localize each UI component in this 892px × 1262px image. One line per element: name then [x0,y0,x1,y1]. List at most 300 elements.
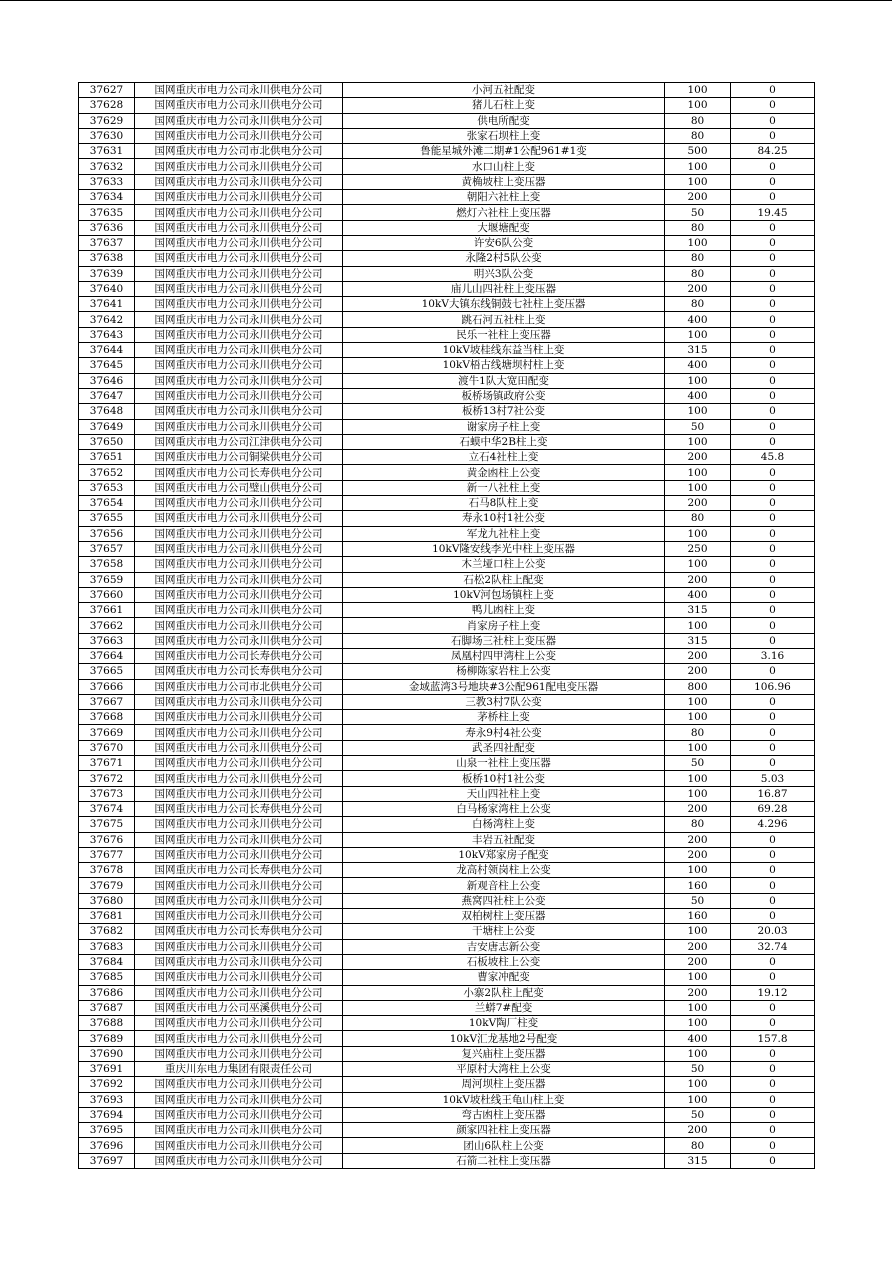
row-id-cell: 37685 [79,970,135,985]
row-id-cell: 37689 [79,1031,135,1046]
transformer-name-cell: 大堰塘配变 [343,220,665,235]
table-row [79,909,815,924]
company-cell: 国网重庆市电力公司江津供电分公司 [135,434,343,449]
table-row [79,694,815,709]
capacity-cell: 100 [665,786,731,801]
transformer-name-cell: 立石4社柱上变 [343,450,665,465]
table-row [79,1107,815,1122]
table-row [79,847,815,862]
value-cell: 84.25 [731,144,815,159]
value-cell: 0 [731,419,815,434]
capacity-cell: 100 [665,327,731,342]
row-id-cell: 37655 [79,511,135,526]
value-cell: 20.03 [731,924,815,939]
transformer-name-cell: 张家石坝柱上变 [343,128,665,143]
company-cell: 国网重庆市电力公司永川供电分公司 [135,235,343,250]
table-row [79,817,815,832]
transformer-name-cell: 木兰垭口柱上公变 [343,557,665,572]
transformer-name-cell: 吉安唐志新公变 [343,939,665,954]
row-id-cell: 37627 [79,83,135,98]
table-row [79,312,815,327]
transformer-name-cell: 板桥13村7社公变 [343,404,665,419]
row-id-cell: 37642 [79,312,135,327]
capacity-cell: 100 [665,1092,731,1107]
transformer-name-cell: 黄桷坡柱上变压器 [343,174,665,189]
transformer-name-cell: 鲁能星城外滩二期#1公配961#1变 [343,144,665,159]
row-id-cell: 37671 [79,756,135,771]
company-cell: 国网重庆市电力公司永川供电分公司 [135,725,343,740]
transformer-name-cell: 石箭二社柱上变压器 [343,1153,665,1168]
table-row [79,358,815,373]
value-cell: 0 [731,756,815,771]
company-cell: 国网重庆市电力公司永川供电分公司 [135,557,343,572]
transformer-name-cell: 干塘柱上公变 [343,924,665,939]
capacity-cell: 50 [665,893,731,908]
company-cell: 国网重庆市电力公司永川供电分公司 [135,388,343,403]
transformer-name-cell: 曹家冲配变 [343,970,665,985]
transformer-name-cell: 周河坝柱上变压器 [343,1077,665,1092]
capacity-cell: 80 [665,725,731,740]
company-cell: 国网重庆市电力公司铜梁供电分公司 [135,450,343,465]
row-id-cell: 37688 [79,1016,135,1031]
company-cell: 国网重庆市电力公司永川供电分公司 [135,633,343,648]
row-id-cell: 37676 [79,832,135,847]
capacity-cell: 200 [665,939,731,954]
row-id-cell: 37661 [79,603,135,618]
capacity-cell: 100 [665,159,731,174]
company-cell: 国网重庆市电力公司永川供电分公司 [135,694,343,709]
row-id-cell: 37656 [79,526,135,541]
company-cell: 国网重庆市电力公司永川供电分公司 [135,511,343,526]
capacity-cell: 100 [665,373,731,388]
row-id-cell: 37638 [79,251,135,266]
transformer-name-cell: 燕窝四社柱上公变 [343,893,665,908]
capacity-cell: 200 [665,281,731,296]
table-row [79,83,815,98]
row-id-cell: 37654 [79,496,135,511]
transformer-name-cell: 庙儿山四社柱上变压器 [343,281,665,296]
value-cell: 0 [731,373,815,388]
capacity-cell: 100 [665,1016,731,1031]
company-cell: 国网重庆市电力公司永川供电分公司 [135,159,343,174]
company-cell: 国网重庆市电力公司长寿供电分公司 [135,801,343,816]
transformer-name-cell: 茅桥柱上变 [343,710,665,725]
company-cell: 国网重庆市电力公司永川供电分公司 [135,1153,343,1168]
value-cell: 4.296 [731,817,815,832]
capacity-cell: 400 [665,358,731,373]
company-cell: 国网重庆市电力公司永川供电分公司 [135,832,343,847]
row-id-cell: 37648 [79,404,135,419]
table-row [79,98,815,113]
company-cell: 国网重庆市电力公司永川供电分公司 [135,1016,343,1031]
value-cell: 0 [731,465,815,480]
table-row [79,725,815,740]
transformer-name-cell: 10kV梧古线塘坝村柱上变 [343,358,665,373]
value-cell: 5.03 [731,771,815,786]
transformer-name-cell: 石蟆中华2B柱上变 [343,434,665,449]
capacity-cell: 80 [665,113,731,128]
row-id-cell: 37668 [79,710,135,725]
transformer-name-cell: 龙高村领岗柱上公变 [343,863,665,878]
capacity-cell: 100 [665,740,731,755]
capacity-cell: 100 [665,1000,731,1015]
transformer-name-cell: 石脚场三社柱上变压器 [343,633,665,648]
capacity-cell: 400 [665,1031,731,1046]
value-cell: 0 [731,1062,815,1077]
company-cell: 国网重庆市电力公司永川供电分公司 [135,954,343,969]
row-id-cell: 37673 [79,786,135,801]
table-row [79,235,815,250]
row-id-cell: 37663 [79,633,135,648]
capacity-cell: 200 [665,832,731,847]
row-id-cell: 37665 [79,664,135,679]
value-cell: 106.96 [731,679,815,694]
value-cell: 0 [731,98,815,113]
transformer-name-cell: 金域蓝湾3号地块#3公配961配电变压器 [343,679,665,694]
value-cell: 0 [731,694,815,709]
capacity-cell: 100 [665,1046,731,1061]
table-row [79,603,815,618]
company-cell: 国网重庆市电力公司永川供电分公司 [135,373,343,388]
capacity-cell: 100 [665,924,731,939]
transformer-name-cell: 石马8队柱上变 [343,496,665,511]
transformer-name-cell: 10kV隆安线李光中柱上变压器 [343,541,665,556]
value-cell: 0 [731,1092,815,1107]
table-row [79,970,815,985]
table-row [79,251,815,266]
capacity-cell: 100 [665,970,731,985]
capacity-cell: 50 [665,1107,731,1122]
value-cell: 0 [731,618,815,633]
table-row [79,633,815,648]
value-cell: 0 [731,970,815,985]
row-id-cell: 37658 [79,557,135,572]
row-id-cell: 37629 [79,113,135,128]
capacity-cell: 200 [665,985,731,1000]
capacity-cell: 100 [665,526,731,541]
table-row [79,190,815,205]
company-cell: 国网重庆市电力公司永川供电分公司 [135,1123,343,1138]
transformer-name-cell: 新一八社柱上变 [343,480,665,495]
company-cell: 国网重庆市电力公司永川供电分公司 [135,603,343,618]
row-id-cell: 37653 [79,480,135,495]
transformer-name-cell: 供电所配变 [343,113,665,128]
company-cell: 国网重庆市电力公司永川供电分公司 [135,878,343,893]
table-row [79,1153,815,1168]
company-cell: 国网重庆市电力公司永川供电分公司 [135,343,343,358]
value-cell: 0 [731,1077,815,1092]
row-id-cell: 37662 [79,618,135,633]
table-row [79,801,815,816]
capacity-cell: 200 [665,648,731,663]
row-id-cell: 37679 [79,878,135,893]
value-cell: 0 [731,128,815,143]
value-cell: 0 [731,541,815,556]
value-cell: 0 [731,174,815,189]
value-cell: 0 [731,343,815,358]
transformer-name-cell: 颜家四社柱上变压器 [343,1123,665,1138]
company-cell: 国网重庆市电力公司永川供电分公司 [135,710,343,725]
company-cell: 国网重庆市电力公司巫溪供电分公司 [135,1000,343,1015]
value-cell: 0 [731,404,815,419]
company-cell: 国网重庆市电力公司永川供电分公司 [135,419,343,434]
row-id-cell: 37632 [79,159,135,174]
transformer-name-cell: 许安6队公变 [343,235,665,250]
capacity-cell: 50 [665,756,731,771]
row-id-cell: 37664 [79,648,135,663]
table-row [79,710,815,725]
company-cell: 国网重庆市电力公司永川供电分公司 [135,128,343,143]
value-cell: 0 [731,312,815,327]
table-row [79,893,815,908]
company-cell: 国网重庆市电力公司永川供电分公司 [135,756,343,771]
capacity-cell: 100 [665,557,731,572]
company-cell: 国网重庆市电力公司永川供电分公司 [135,587,343,602]
company-cell: 国网重庆市电力公司永川供电分公司 [135,909,343,924]
value-cell: 32.74 [731,939,815,954]
transformer-name-cell: 板桥场镇政府公变 [343,388,665,403]
company-cell: 重庆川东电力集团有限责任公司 [135,1062,343,1077]
row-id-cell: 37640 [79,281,135,296]
capacity-cell: 50 [665,1062,731,1077]
transformer-name-cell: 武圣四社配变 [343,740,665,755]
row-id-cell: 37660 [79,587,135,602]
value-cell: 0 [731,710,815,725]
company-cell: 国网重庆市电力公司永川供电分公司 [135,1138,343,1153]
value-cell: 0 [731,235,815,250]
table-row [79,1046,815,1061]
row-id-cell: 37682 [79,924,135,939]
table-row [79,1031,815,1046]
capacity-cell: 50 [665,419,731,434]
table-row [79,496,815,511]
table-row [79,465,815,480]
transformer-name-cell: 三教3村7队公变 [343,694,665,709]
row-id-cell: 37690 [79,1046,135,1061]
table-row [79,388,815,403]
transformer-name-cell: 猪儿石柱上变 [343,98,665,113]
row-id-cell: 37633 [79,174,135,189]
capacity-cell: 100 [665,235,731,250]
table-row [79,740,815,755]
row-id-cell: 37651 [79,450,135,465]
table-row [79,756,815,771]
value-cell: 0 [731,496,815,511]
company-cell: 国网重庆市电力公司永川供电分公司 [135,1077,343,1092]
value-cell: 0 [731,83,815,98]
row-id-cell: 37693 [79,1092,135,1107]
table-row [79,771,815,786]
table-row [79,327,815,342]
table-row [79,174,815,189]
transformer-name-cell: 白杨湾柱上变 [343,817,665,832]
value-cell: 0 [731,847,815,862]
company-cell: 国网重庆市电力公司永川供电分公司 [135,174,343,189]
capacity-cell: 100 [665,480,731,495]
capacity-cell: 80 [665,297,731,312]
transformer-name-cell: 10kV坡桂线东益当柱上变 [343,343,665,358]
row-id-cell: 37652 [79,465,135,480]
company-cell: 国网重庆市电力公司永川供电分公司 [135,98,343,113]
capacity-cell: 500 [665,144,731,159]
table-row [79,587,815,602]
capacity-cell: 100 [665,771,731,786]
table-row [79,679,815,694]
transformer-name-cell: 复兴庙柱上变压器 [343,1046,665,1061]
company-cell: 国网重庆市电力公司长寿供电分公司 [135,664,343,679]
row-id-cell: 37666 [79,679,135,694]
company-cell: 国网重庆市电力公司永川供电分公司 [135,970,343,985]
capacity-cell: 200 [665,801,731,816]
capacity-cell: 200 [665,572,731,587]
table-row [79,1016,815,1031]
table-row [79,511,815,526]
company-cell: 国网重庆市电力公司永川供电分公司 [135,205,343,220]
row-id-cell: 37686 [79,985,135,1000]
transformer-name-cell: 石松2队柱上配变 [343,572,665,587]
transformer-name-cell: 团山6队柱上公变 [343,1138,665,1153]
capacity-cell: 315 [665,603,731,618]
transformer-name-cell: 10kV河包场镇柱上变 [343,587,665,602]
transformer-table [78,82,815,1169]
transformer-name-cell: 民乐一社柱上变压器 [343,327,665,342]
company-cell: 国网重庆市电力公司永川供电分公司 [135,113,343,128]
company-cell: 国网重庆市电力公司永川供电分公司 [135,939,343,954]
row-id-cell: 37628 [79,98,135,113]
company-cell: 国网重庆市电力公司永川供电分公司 [135,572,343,587]
table-row [79,434,815,449]
table-row [79,786,815,801]
table-row [79,159,815,174]
capacity-cell: 200 [665,847,731,862]
transformer-name-cell: 永隆2村5队公变 [343,251,665,266]
table-row [79,572,815,587]
table-row [79,450,815,465]
capacity-cell: 100 [665,863,731,878]
company-cell: 国网重庆市电力公司璧山供电分公司 [135,480,343,495]
value-cell: 0 [731,358,815,373]
company-cell: 国网重庆市电力公司长寿供电分公司 [135,863,343,878]
row-id-cell: 37696 [79,1138,135,1153]
table-row [79,878,815,893]
transformer-name-cell: 寿永10村1社公变 [343,511,665,526]
row-id-cell: 37672 [79,771,135,786]
capacity-cell: 315 [665,1153,731,1168]
transformer-name-cell: 10kV郑家房子配变 [343,847,665,862]
capacity-cell: 80 [665,511,731,526]
row-id-cell: 37681 [79,909,135,924]
value-cell: 0 [731,297,815,312]
company-cell: 国网重庆市电力公司永川供电分公司 [135,312,343,327]
table-row [79,1062,815,1077]
value-cell: 19.12 [731,985,815,1000]
capacity-cell: 80 [665,251,731,266]
row-id-cell: 37667 [79,694,135,709]
transformer-name-cell: 朝阳六社柱上变 [343,190,665,205]
table-row [79,924,815,939]
capacity-cell: 100 [665,710,731,725]
company-cell: 国网重庆市电力公司市北供电分公司 [135,679,343,694]
capacity-cell: 250 [665,541,731,556]
value-cell: 0 [731,281,815,296]
capacity-cell: 100 [665,618,731,633]
value-cell: 0 [731,954,815,969]
transformer-name-cell: 山泉一社柱上变压器 [343,756,665,771]
table-row [79,297,815,312]
row-id-cell: 37637 [79,235,135,250]
transformer-name-cell: 新观音柱上公变 [343,878,665,893]
capacity-cell: 100 [665,98,731,113]
company-cell: 国网重庆市电力公司永川供电分公司 [135,83,343,98]
value-cell: 0 [731,572,815,587]
value-cell: 0 [731,587,815,602]
row-id-cell: 37674 [79,801,135,816]
company-cell: 国网重庆市电力公司永川供电分公司 [135,1031,343,1046]
value-cell: 0 [731,388,815,403]
company-cell: 国网重庆市电力公司永川供电分公司 [135,220,343,235]
value-cell: 0 [731,878,815,893]
transformer-name-cell: 天山四社柱上变 [343,786,665,801]
capacity-cell: 200 [665,496,731,511]
capacity-cell: 200 [665,450,731,465]
company-cell: 国网重庆市电力公司永川供电分公司 [135,327,343,342]
capacity-cell: 50 [665,205,731,220]
value-cell: 0 [731,159,815,174]
transformer-name-cell: 小河五社配变 [343,83,665,98]
table-row [79,144,815,159]
company-cell: 国网重庆市电力公司永川供电分公司 [135,1092,343,1107]
capacity-cell: 200 [665,190,731,205]
transformer-name-cell: 寿永9村4社公变 [343,725,665,740]
value-cell: 0 [731,190,815,205]
value-cell: 0 [731,1123,815,1138]
capacity-cell: 80 [665,220,731,235]
table-row [79,113,815,128]
table-row [79,205,815,220]
table-row [79,954,815,969]
table-row [79,480,815,495]
company-cell: 国网重庆市电力公司永川供电分公司 [135,266,343,281]
table-row [79,1092,815,1107]
table-row [79,832,815,847]
table-row [79,1123,815,1138]
table-row [79,863,815,878]
transformer-name-cell: 跳石河五社柱上变 [343,312,665,327]
table-row [79,343,815,358]
transformer-name-cell: 板桥10村1社公变 [343,771,665,786]
row-id-cell: 37694 [79,1107,135,1122]
value-cell: 157.8 [731,1031,815,1046]
row-id-cell: 37684 [79,954,135,969]
transformer-name-cell: 双柏树柱上变压器 [343,909,665,924]
company-cell: 国网重庆市电力公司永川供电分公司 [135,1107,343,1122]
page-top-border [0,0,892,1]
capacity-cell: 100 [665,83,731,98]
transformer-name-cell: 平原村大湾柱上公变 [343,1062,665,1077]
transformer-name-cell: 明兴3队公变 [343,266,665,281]
value-cell: 0 [731,1000,815,1015]
table-row [79,664,815,679]
company-cell: 国网重庆市电力公司长寿供电分公司 [135,648,343,663]
capacity-cell: 200 [665,664,731,679]
transformer-name-cell: 军龙九社柱上变 [343,526,665,541]
row-id-cell: 37678 [79,863,135,878]
capacity-cell: 400 [665,587,731,602]
company-cell: 国网重庆市电力公司永川供电分公司 [135,618,343,633]
value-cell: 69.28 [731,801,815,816]
transformer-name-cell: 燃灯六社柱上变压器 [343,205,665,220]
value-cell: 0 [731,327,815,342]
